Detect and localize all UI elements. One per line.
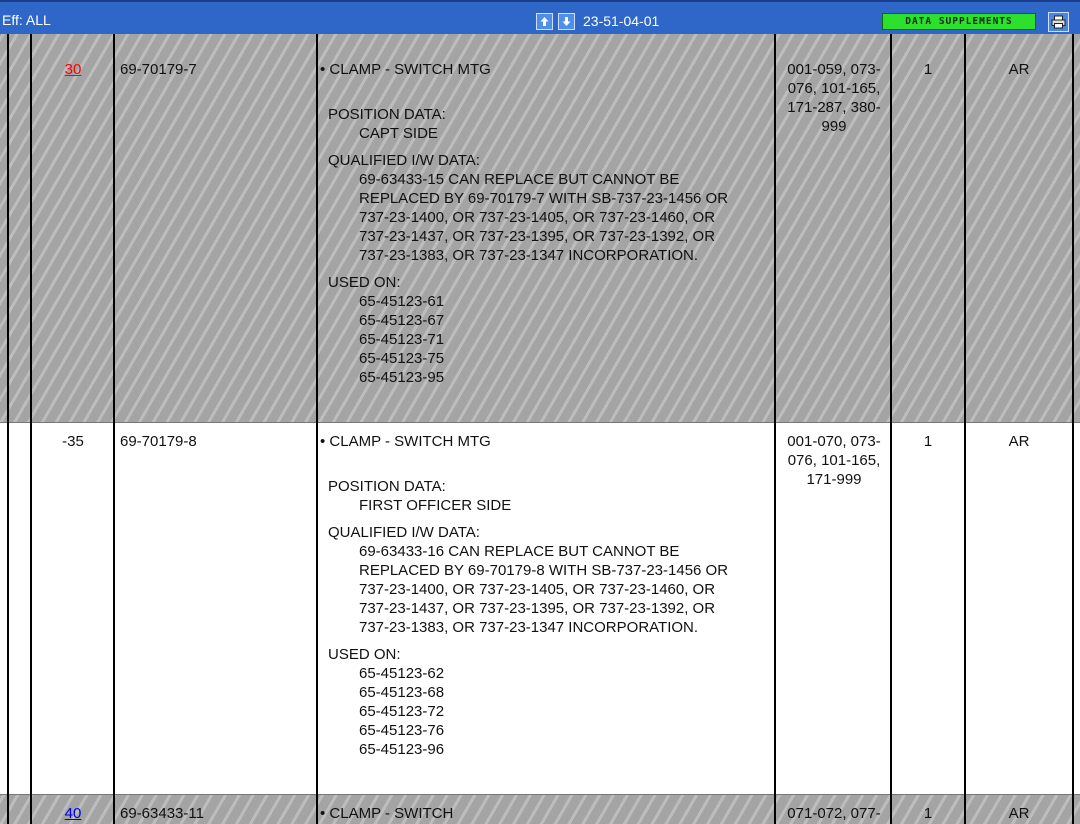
- arrow-down-icon[interactable]: [558, 13, 575, 30]
- used-on-item: 65-45123-96: [359, 741, 445, 758]
- column-divider: [316, 34, 318, 824]
- qualified-line: 737-23-1437, OR 737-23-1395, OR 737-23-1392, OR: [359, 228, 716, 245]
- quantity: AR: [1008, 805, 1030, 822]
- qualified-line: REPLACED BY 69-70179-8 WITH SB-737-23-1456 OR: [359, 562, 729, 579]
- column-divider: [964, 34, 966, 824]
- qualified-line: 737-23-1400, OR 737-23-1405, OR 737-23-1460, OR: [359, 581, 716, 598]
- units-per-assembly: 1: [923, 61, 933, 78]
- effectivity-line: 171-999: [806, 471, 862, 488]
- part-number: 69-70179-8: [120, 433, 197, 450]
- effectivity-line: 001-070, 073-: [787, 433, 881, 450]
- qualified-line: 737-23-1383, OR 737-23-1347 INCORPORATION.: [359, 619, 699, 636]
- effectivity-line: 071-072, 077-: [787, 805, 881, 822]
- used-on-item: 65-45123-67: [359, 312, 445, 329]
- column-divider: [113, 34, 115, 824]
- column-divider: [1072, 34, 1074, 824]
- column-divider: [890, 34, 892, 824]
- effectivity-line: 001-059, 073-: [787, 61, 881, 78]
- qualified-data-label: QUALIFIED I/W DATA:: [328, 152, 480, 169]
- part-description: [320, 804, 453, 823]
- position-data-label: POSITION DATA:: [328, 478, 446, 495]
- effectivity-label: Eff: ALL: [2, 12, 51, 28]
- qualified-line: 69-63433-16 CAN REPLACE BUT CANNOT BE: [359, 543, 680, 560]
- effectivity-line: 076, 101-165,: [787, 80, 881, 97]
- data-supplements-button[interactable]: DATA SUPPLEMENTS: [882, 13, 1036, 30]
- arrow-up-icon[interactable]: [536, 13, 553, 30]
- qualified-line: REPLACED BY 69-70179-7 WITH SB-737-23-1456 OR: [359, 190, 729, 207]
- nomenclature: • CLAMP - SWITCH MTG: [320, 433, 491, 450]
- document-reference: 23-51-04-01: [583, 13, 660, 29]
- item-number-link[interactable]: 30: [64, 61, 82, 78]
- used-on-item: 65-45123-62: [359, 665, 445, 682]
- doc-navigation: [536, 12, 659, 30]
- top-toolbar: [0, 0, 1080, 34]
- effectivity-line: 171-287, 380-: [787, 99, 881, 116]
- used-on-item: 65-45123-72: [359, 703, 445, 720]
- item-number: -35: [62, 433, 84, 450]
- units-per-assembly: 1: [923, 433, 933, 450]
- position-data-label: POSITION DATA:: [328, 106, 446, 123]
- quantity: AR: [1008, 61, 1030, 78]
- column-divider: [7, 34, 9, 824]
- qualified-data-label: QUALIFIED I/W DATA:: [328, 524, 480, 541]
- effectivity: [778, 804, 890, 823]
- position-data-value: CAPT SIDE: [359, 125, 438, 142]
- qualified-line: 737-23-1437, OR 737-23-1395, OR 737-23-1392, OR: [359, 600, 716, 617]
- units-per-assembly: 1: [923, 805, 933, 822]
- qualified-line: 69-63433-15 CAN REPLACE BUT CANNOT BE: [359, 171, 680, 188]
- effectivity-line: 999: [821, 118, 847, 135]
- part-number: 69-70179-7: [120, 61, 197, 78]
- item-number-link[interactable]: 40: [64, 805, 82, 822]
- effectivity: [778, 60, 890, 136]
- effectivity: [778, 432, 890, 489]
- nomenclature: • CLAMP - SWITCH MTG: [320, 61, 491, 78]
- effectivity-line: 076, 101-165,: [787, 452, 881, 469]
- position-data-value: FIRST OFFICER SIDE: [359, 497, 512, 514]
- used-on-label: USED ON:: [328, 646, 401, 663]
- used-on-item: 65-45123-61: [359, 293, 445, 310]
- used-on-item: 65-45123-71: [359, 331, 445, 348]
- used-on-item: 65-45123-95: [359, 369, 445, 386]
- used-on-item: 65-45123-75: [359, 350, 445, 367]
- used-on-item: 65-45123-68: [359, 684, 445, 701]
- qualified-line: 737-23-1383, OR 737-23-1347 INCORPORATION.: [359, 247, 699, 264]
- column-divider: [774, 34, 776, 824]
- used-on-item: 65-45123-76: [359, 722, 445, 739]
- part-description: [320, 60, 728, 387]
- row-divider: [0, 422, 1080, 423]
- part-number: 69-63433-11: [120, 805, 204, 822]
- nomenclature: • CLAMP - SWITCH: [320, 805, 454, 822]
- used-on-label: USED ON:: [328, 274, 401, 291]
- row-divider: [0, 794, 1080, 795]
- part-description: [320, 432, 728, 759]
- column-divider: [30, 34, 32, 824]
- qualified-line: 737-23-1400, OR 737-23-1405, OR 737-23-1460, OR: [359, 209, 716, 226]
- quantity: AR: [1008, 433, 1030, 450]
- printer-icon[interactable]: [1048, 12, 1069, 32]
